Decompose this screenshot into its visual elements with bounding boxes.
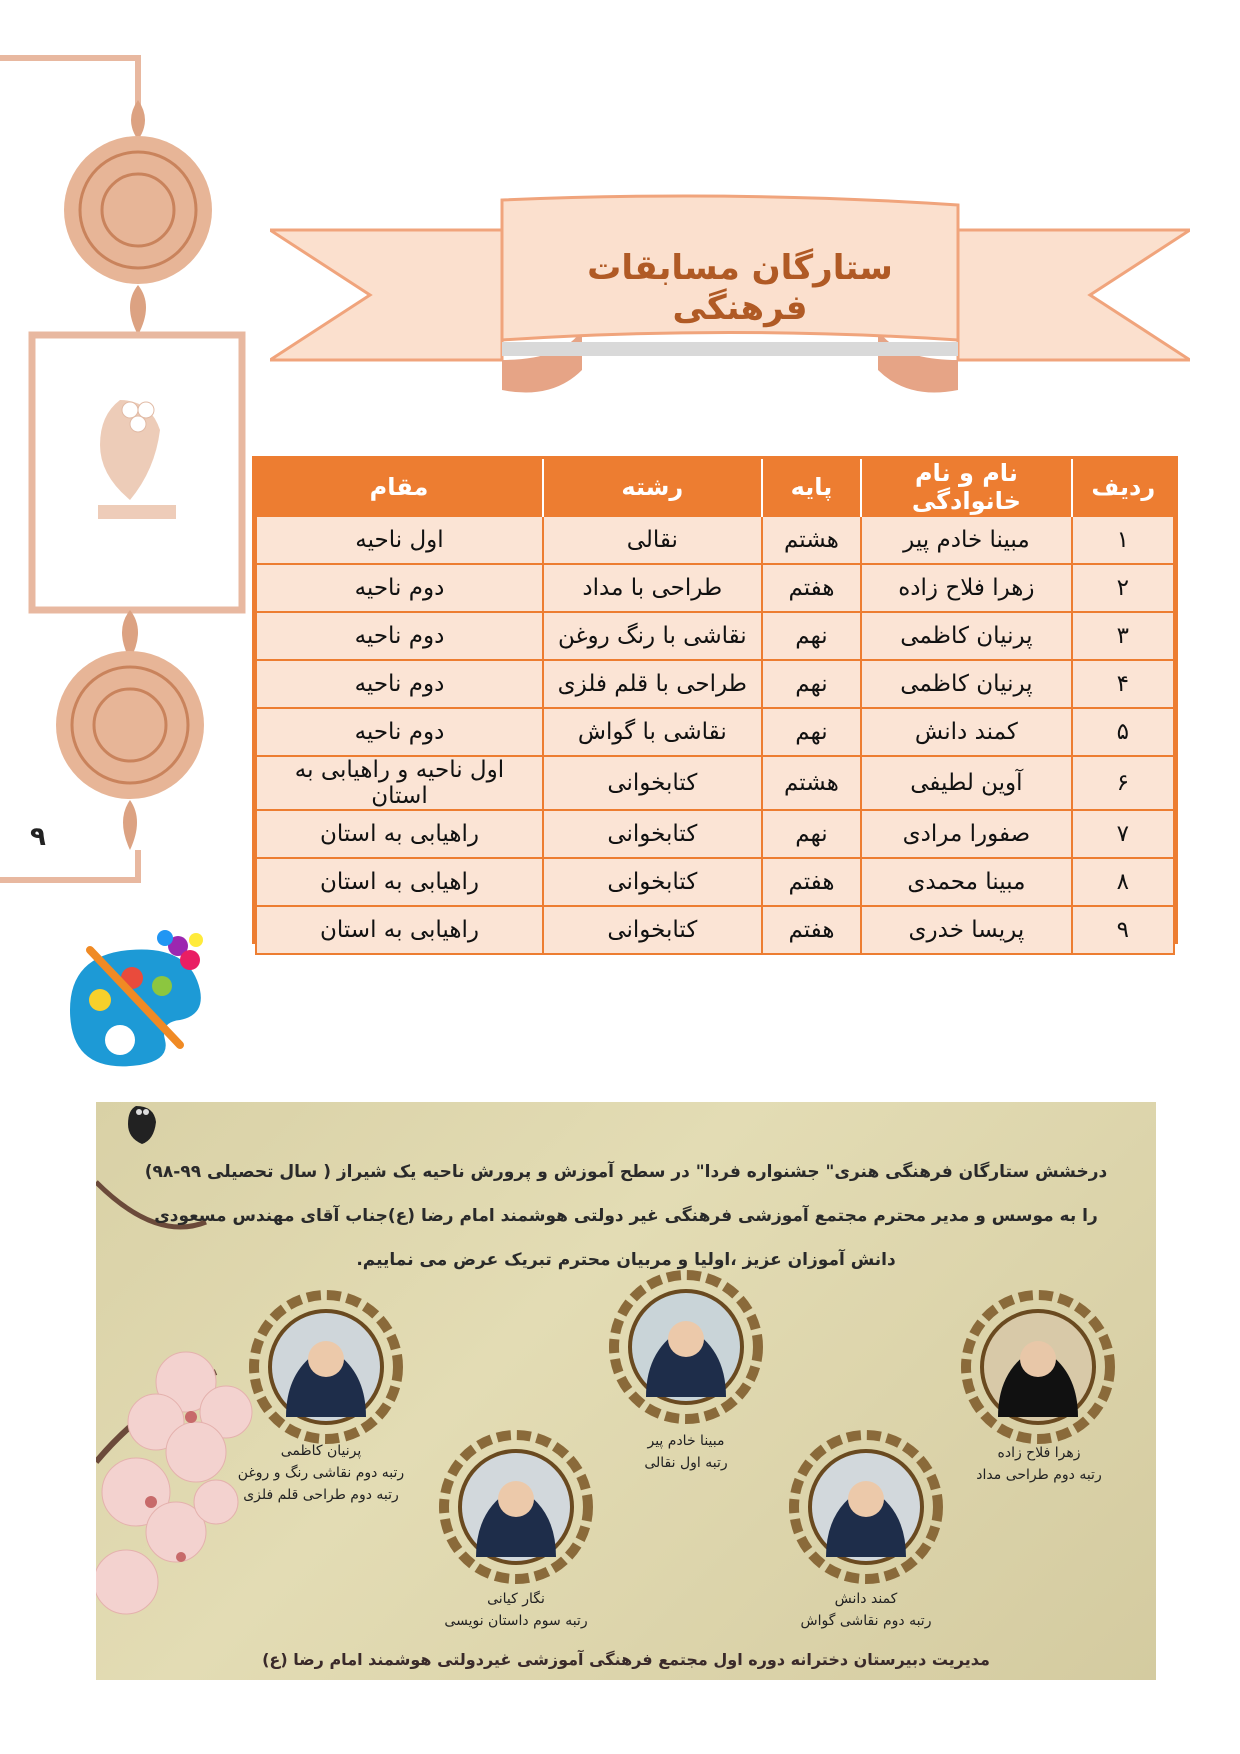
cell-row-number: ۹ — [1072, 906, 1174, 954]
cell-rank: راهیابی به استان — [256, 906, 543, 954]
winner-portrait-1 — [958, 1287, 1118, 1447]
cell-grade: نهم — [762, 708, 862, 756]
cell-rank: دوم ناحیه — [256, 708, 543, 756]
cell-grade: هشتم — [762, 756, 862, 810]
page-title: ستارگان مسابقات فرهنگی — [587, 248, 893, 328]
header-grade: پایه — [762, 459, 862, 516]
cell-rank: اول ناحیه و راهیابی به استان — [256, 756, 543, 810]
table-row — [256, 810, 1174, 858]
poster-footer: مدیریت دبیرستان دخترانه دوره اول مجتمع فرهنگی آموزشی غیردولتی هوشمند امام رضا (ع) — [262, 1650, 990, 1669]
winner-name: پرنیان کاظمی — [280, 1443, 362, 1459]
cell-row-number: ۳ — [1072, 612, 1174, 660]
school-logo-icon — [126, 1104, 160, 1148]
results-table — [252, 456, 1178, 944]
cell-row-number: ۷ — [1072, 810, 1174, 858]
cell-field: کتابخوانی — [543, 858, 762, 906]
winner-name: نگار کیانی — [487, 1591, 545, 1607]
cell-name: آوین لطیفی — [861, 756, 1071, 810]
cell-field: کتابخوانی — [543, 756, 762, 810]
winner-rank: رتبه اول نقالی — [644, 1455, 728, 1471]
cell-name: کمند دانش — [861, 708, 1071, 756]
table-row — [256, 858, 1174, 906]
cell-row-number: ۱ — [1072, 516, 1174, 564]
paint-palette-icon — [50, 930, 210, 1080]
cell-field: کتابخوانی — [543, 810, 762, 858]
table-row — [256, 516, 1174, 564]
table-row — [256, 564, 1174, 612]
winner-rank-2: رتبه دوم طراحی قلم فلزی — [243, 1487, 399, 1503]
winner-portrait-2 — [606, 1267, 766, 1427]
cell-name: پرنیان کاظمی — [861, 660, 1071, 708]
cell-field: طراحی با مداد — [543, 564, 762, 612]
cell-field: نقالی — [543, 516, 762, 564]
cell-name: صفورا مرادی — [861, 810, 1071, 858]
cell-grade: هشتم — [762, 516, 862, 564]
winner-name: مبینا خادم پیر — [647, 1433, 725, 1449]
cell-field: نقاشی با رنگ روغن — [543, 612, 762, 660]
winner-name: زهرا فلاح زاده — [997, 1445, 1081, 1461]
cell-rank: دوم ناحیه — [256, 660, 543, 708]
cell-rank: اول ناحیه — [256, 516, 543, 564]
cell-field: کتابخوانی — [543, 906, 762, 954]
cell-name: مبینا محمدی — [861, 858, 1071, 906]
table-row — [256, 660, 1174, 708]
cell-row-number: ۶ — [1072, 756, 1174, 810]
poster-line-2: را به موسس و مدیر محترم مجتمع آموزشی فرهنگی غیر دولتی هوشمند امام رضا (ع)جناب آقای مهندس مسعودی — [154, 1206, 1098, 1226]
congratulations-poster — [96, 1102, 1156, 1680]
table-header-row — [256, 459, 1174, 516]
cell-field: طراحی با قلم فلزی — [543, 660, 762, 708]
cell-grade: هفتم — [762, 858, 862, 906]
poster-line-1: درخشش ستارگان فرهنگی هنری" جشنواره فردا" در سطح آموزش و پرورش ناحیه یک شیراز ( سال تحصیلی ۹۹-۹۸) — [144, 1162, 1108, 1182]
cell-name: پریسا خدری — [861, 906, 1071, 954]
cell-rank: دوم ناحیه — [256, 564, 543, 612]
cell-grade: نهم — [762, 660, 862, 708]
winner-rank: رتبه دوم طراحی مداد — [976, 1467, 1102, 1483]
table-row — [256, 756, 1174, 810]
cell-grade: هفتم — [762, 906, 862, 954]
winner-rank: رتبه سوم داستان نویسی — [444, 1613, 588, 1629]
cell-name: مبینا خادم پیر — [861, 516, 1071, 564]
table-row — [256, 906, 1174, 954]
cell-row-number: ۴ — [1072, 660, 1174, 708]
cell-grade: نهم — [762, 612, 862, 660]
cell-grade: نهم — [762, 810, 862, 858]
cell-name: پرنیان کاظمی — [861, 612, 1071, 660]
header-field: رشته — [543, 459, 762, 516]
winner-name: کمند دانش — [834, 1591, 898, 1607]
winner-rank: رتبه دوم نقاشی گواش — [800, 1613, 932, 1629]
page-number: ۹ — [30, 822, 46, 852]
decorative-frame-ornament — [0, 0, 260, 900]
header-rank: مقام — [256, 459, 543, 516]
header-full-name: نام و نام خانوادگی — [861, 459, 1071, 516]
cell-field: نقاشی با گواش — [543, 708, 762, 756]
poster-line-3: دانش آموزان عزیز ،اولیا و مربیان محترم تبریک عرض می نماییم. — [356, 1250, 896, 1270]
cell-rank: راهیابی به استان — [256, 810, 543, 858]
table-row — [256, 708, 1174, 756]
winner-portrait-5 — [436, 1427, 596, 1587]
winner-rank: رتبه دوم نقاشی رنگ و روغن — [237, 1465, 405, 1481]
table-row — [256, 612, 1174, 660]
cell-row-number: ۸ — [1072, 858, 1174, 906]
school-logo-icon — [98, 400, 176, 519]
cell-grade: هفتم — [762, 564, 862, 612]
cell-row-number: ۲ — [1072, 564, 1174, 612]
cell-rank: راهیابی به استان — [256, 858, 543, 906]
winner-portrait-3 — [246, 1287, 406, 1447]
cell-row-number: ۵ — [1072, 708, 1174, 756]
header-row-number: ردیف — [1072, 459, 1174, 516]
winner-portrait-4 — [786, 1427, 946, 1587]
cell-rank: دوم ناحیه — [256, 612, 543, 660]
cell-name: زهرا فلاح زاده — [861, 564, 1071, 612]
